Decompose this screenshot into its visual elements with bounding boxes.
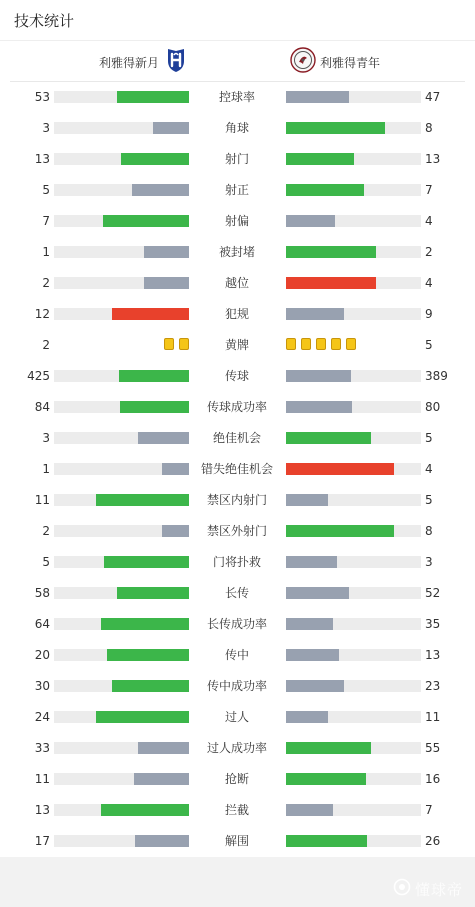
away-bar-fill	[286, 277, 376, 289]
away-value: 5	[425, 493, 433, 507]
home-bar-track	[54, 742, 189, 754]
home-value: 3	[42, 121, 50, 135]
stat-label: 控球率	[218, 90, 255, 104]
home-bar-fill	[96, 711, 189, 723]
home-value: 7	[42, 214, 50, 228]
home-value: 24	[34, 710, 50, 724]
stat-row	[0, 701, 475, 732]
home-value: 1	[42, 245, 50, 259]
away-bar-track	[286, 525, 421, 537]
away-bar-fill	[286, 711, 328, 723]
away-bar-fill	[286, 370, 351, 382]
home-bar-fill	[117, 91, 189, 103]
home-value: 33	[34, 741, 50, 755]
home-value: 5	[42, 183, 50, 197]
away-team[interactable]	[290, 47, 380, 77]
away-bar-track	[286, 122, 421, 134]
home-value: 425	[27, 369, 50, 383]
away-value: 55	[425, 741, 441, 755]
home-value: 17	[34, 834, 50, 848]
home-bar-fill	[144, 246, 189, 258]
away-value: 7	[425, 183, 433, 197]
yellow-card-icon	[286, 338, 296, 350]
away-bar-track	[286, 91, 421, 103]
stat-label: 黄牌	[224, 338, 249, 352]
dongqiudi-logo-icon	[393, 878, 411, 900]
home-bar-fill	[134, 773, 189, 785]
home-bar-track	[54, 618, 189, 630]
home-bar-track	[54, 370, 189, 382]
home-bar-track	[54, 308, 189, 320]
away-value: 16	[425, 772, 441, 786]
home-value: 64	[34, 617, 50, 631]
away-value: 23	[425, 679, 441, 693]
away-bar-track	[286, 587, 421, 599]
away-bar-track	[286, 649, 421, 661]
away-bar-track	[286, 463, 421, 475]
team-header	[0, 44, 475, 80]
away-bar-track	[286, 618, 421, 630]
home-bar-track	[54, 122, 189, 134]
yellow-card-icon	[331, 338, 341, 350]
away-bar-track	[286, 401, 421, 413]
home-value: 20	[34, 648, 50, 662]
home-bar-track	[54, 773, 189, 785]
away-value: 7	[425, 803, 433, 817]
away-value: 3	[425, 555, 433, 569]
watermark	[393, 878, 463, 900]
home-bar-fill	[135, 835, 189, 847]
away-bar-fill	[286, 556, 337, 568]
stat-label: 传中	[224, 648, 249, 662]
home-yellow-cards	[164, 338, 189, 350]
away-bar-track	[286, 804, 421, 816]
home-bar-track	[54, 246, 189, 258]
header-divider	[0, 40, 475, 41]
home-bar-fill	[103, 215, 189, 227]
away-value: 52	[425, 586, 441, 600]
stat-label: 被封堵	[218, 245, 255, 259]
stat-row	[0, 205, 475, 236]
yellow-card-icon	[179, 338, 189, 350]
away-bar-track	[286, 556, 421, 568]
stat-row	[0, 391, 475, 422]
stat-row	[0, 298, 475, 329]
home-bar-fill	[119, 370, 189, 382]
away-value: 5	[425, 338, 433, 352]
away-team-name: 利雅得青年	[320, 55, 381, 70]
stat-row	[0, 732, 475, 763]
stat-label: 长传成功率	[206, 617, 267, 631]
away-bar-track	[286, 308, 421, 320]
away-bar-fill	[286, 153, 354, 165]
away-bar-track	[286, 370, 421, 382]
stat-label: 门将扑救	[212, 555, 261, 569]
away-bar-track	[286, 246, 421, 258]
away-value: 13	[425, 648, 441, 662]
away-bar-fill	[286, 432, 371, 444]
away-bar-track	[286, 711, 421, 723]
stat-row	[0, 608, 475, 639]
yellow-card-icon	[164, 338, 174, 350]
yellow-card-icon	[301, 338, 311, 350]
yellow-card-icon	[316, 338, 326, 350]
stat-label: 抢断	[224, 772, 249, 786]
home-value: 13	[34, 803, 50, 817]
home-bar-fill	[112, 680, 189, 692]
footer	[0, 857, 475, 907]
away-bar-track	[286, 277, 421, 289]
stat-label: 错失绝佳机会	[200, 462, 273, 476]
away-bar-fill	[286, 680, 344, 692]
away-value: 4	[425, 462, 433, 476]
away-bar-fill	[286, 742, 371, 754]
away-bar-track	[286, 494, 421, 506]
home-value: 2	[42, 276, 50, 290]
away-value: 389	[425, 369, 448, 383]
home-bar-fill	[112, 308, 189, 320]
away-value: 5	[425, 431, 433, 445]
away-bar-fill	[286, 835, 367, 847]
stat-label: 传球成功率	[206, 400, 267, 414]
watermark-text: 懂球帝	[414, 880, 463, 899]
away-bar-fill	[286, 804, 333, 816]
away-value: 35	[425, 617, 441, 631]
home-bar-fill	[138, 432, 189, 444]
stat-row	[0, 329, 475, 360]
away-value: 47	[425, 90, 441, 104]
al-hilal-crest-icon	[165, 47, 187, 77]
home-bar-track	[54, 587, 189, 599]
away-bar-fill	[286, 308, 344, 320]
home-bar-fill	[107, 649, 189, 661]
home-value: 53	[34, 90, 50, 104]
away-bar-fill	[286, 401, 352, 413]
stat-row	[0, 794, 475, 825]
away-bar-fill	[286, 587, 349, 599]
home-bar-fill	[153, 122, 189, 134]
away-bar-fill	[286, 525, 394, 537]
home-bar-track	[54, 277, 189, 289]
stat-label: 越位	[224, 276, 249, 290]
home-bar-track	[54, 649, 189, 661]
stat-label: 过人成功率	[206, 741, 267, 755]
home-value: 5	[42, 555, 50, 569]
home-value: 1	[42, 462, 50, 476]
away-bar-fill	[286, 246, 376, 258]
home-value: 2	[42, 524, 50, 538]
stat-label: 禁区外射门	[206, 524, 267, 538]
home-value: 84	[34, 400, 50, 414]
home-bar-track	[54, 835, 189, 847]
away-yellow-cards	[286, 338, 356, 350]
away-value: 26	[425, 834, 441, 848]
stat-label: 长传	[224, 586, 249, 600]
home-value: 2	[42, 338, 50, 352]
stat-label: 绝佳机会	[212, 431, 261, 445]
home-bar-fill	[104, 556, 189, 568]
home-bar-track	[54, 91, 189, 103]
away-value: 8	[425, 121, 433, 135]
stat-label: 禁区内射门	[206, 493, 267, 507]
home-bar-fill	[96, 494, 189, 506]
away-value: 9	[425, 307, 433, 321]
stat-label: 射偏	[224, 214, 249, 228]
al-shabab-crest-icon	[290, 47, 316, 77]
stat-label: 传中成功率	[206, 679, 267, 693]
home-bar-fill	[101, 804, 189, 816]
home-bar-fill	[132, 184, 189, 196]
home-value: 58	[34, 586, 50, 600]
home-team[interactable]	[99, 47, 187, 77]
stat-row	[0, 546, 475, 577]
stat-row	[0, 81, 475, 112]
home-bar-track	[54, 432, 189, 444]
stat-label: 犯规	[224, 307, 249, 321]
away-bar-track	[286, 432, 421, 444]
home-bar-track	[54, 184, 189, 196]
stat-row	[0, 577, 475, 608]
away-bar-fill	[286, 215, 335, 227]
stat-row	[0, 143, 475, 174]
stat-row	[0, 670, 475, 701]
away-bar-fill	[286, 463, 394, 475]
away-value: 80	[425, 400, 441, 414]
home-bar-track	[54, 525, 189, 537]
home-bar-fill	[144, 277, 189, 289]
home-bar-fill	[117, 587, 189, 599]
away-bar-fill	[286, 122, 385, 134]
home-bar-fill	[121, 153, 189, 165]
page-header	[0, 0, 475, 40]
page-title: 技术统计	[14, 12, 75, 30]
away-bar-fill	[286, 494, 328, 506]
stat-row	[0, 453, 475, 484]
stat-row	[0, 360, 475, 391]
stats-list	[0, 81, 475, 856]
home-bar-track	[54, 680, 189, 692]
away-bar-fill	[286, 184, 364, 196]
away-bar-fill	[286, 618, 333, 630]
home-value: 11	[34, 493, 50, 507]
away-bar-fill	[286, 91, 349, 103]
home-bar-track	[54, 463, 189, 475]
home-bar-track	[54, 494, 189, 506]
home-bar-track	[54, 804, 189, 816]
away-bar-track	[286, 773, 421, 785]
away-value: 4	[425, 214, 433, 228]
stat-label: 角球	[224, 121, 249, 135]
stat-row	[0, 484, 475, 515]
stat-row	[0, 422, 475, 453]
yellow-card-icon	[346, 338, 356, 350]
away-bar-track	[286, 215, 421, 227]
home-bar-fill	[101, 618, 189, 630]
stat-label: 传球	[224, 369, 249, 383]
stat-row	[0, 267, 475, 298]
home-value: 3	[42, 431, 50, 445]
away-bar-track	[286, 680, 421, 692]
away-bar-track	[286, 835, 421, 847]
home-bar-track	[54, 401, 189, 413]
stat-row	[0, 825, 475, 856]
home-bar-fill	[120, 401, 189, 413]
stat-label: 射门	[224, 152, 249, 166]
stat-label: 拦截	[224, 803, 249, 817]
away-value: 11	[425, 710, 441, 724]
stat-label: 射正	[224, 183, 249, 197]
away-value: 8	[425, 524, 433, 538]
away-value: 13	[425, 152, 441, 166]
away-bar-fill	[286, 773, 366, 785]
away-value: 2	[425, 245, 433, 259]
stat-label: 过人	[224, 710, 249, 724]
stat-row	[0, 174, 475, 205]
home-value: 13	[34, 152, 50, 166]
away-value: 4	[425, 276, 433, 290]
home-bar-fill	[162, 525, 189, 537]
away-bar-track	[286, 184, 421, 196]
home-bar-track	[54, 556, 189, 568]
home-bar-track	[54, 711, 189, 723]
stat-row	[0, 763, 475, 794]
home-bar-track	[54, 153, 189, 165]
away-bar-track	[286, 153, 421, 165]
stat-row	[0, 112, 475, 143]
home-value: 12	[34, 307, 50, 321]
away-bar-fill	[286, 649, 339, 661]
home-bar-track	[54, 215, 189, 227]
home-bar-fill	[162, 463, 189, 475]
home-team-name: 利雅得新月	[98, 55, 159, 70]
away-bar-track	[286, 742, 421, 754]
home-bar-fill	[138, 742, 189, 754]
stat-row	[0, 639, 475, 670]
home-value: 30	[34, 679, 50, 693]
stat-row	[0, 515, 475, 546]
home-value: 11	[34, 772, 50, 786]
stat-label: 解围	[224, 834, 249, 848]
stat-row	[0, 236, 475, 267]
